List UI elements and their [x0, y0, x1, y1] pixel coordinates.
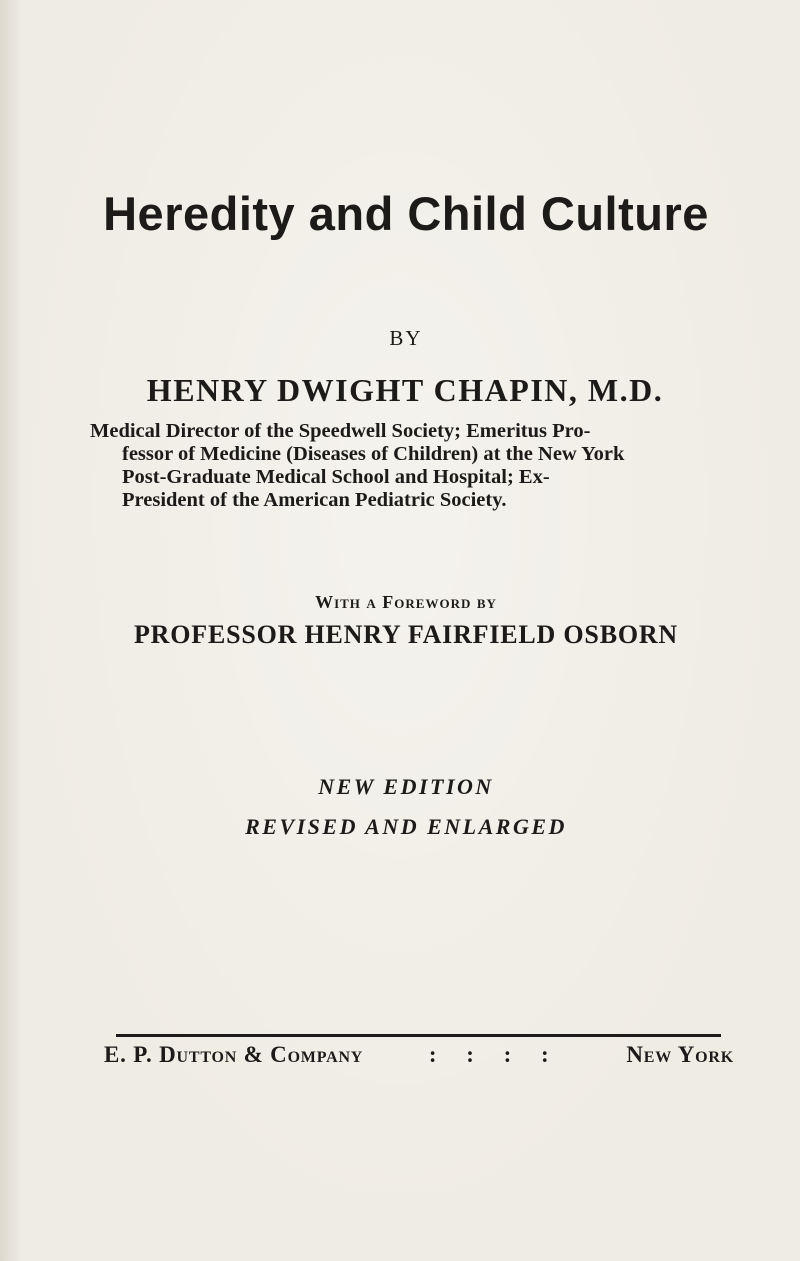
imprint-separator: : : : :	[428, 1042, 561, 1067]
imprint-rule	[116, 1034, 721, 1037]
credentials-line: fessor of Medicine (Diseases of Children) at the New York	[122, 443, 625, 465]
edition-line: NEW EDITION	[318, 774, 494, 799]
publisher-name: E. P. Dutton & Company	[104, 1042, 364, 1067]
credentials-line: President of the American Pediatric Society.	[122, 489, 507, 511]
imprint	[104, 1042, 734, 1068]
author-name: HENRY DWIGHT CHAPIN, M.D.	[146, 372, 664, 408]
author-credentials	[90, 420, 740, 512]
by-label: BY	[389, 326, 423, 350]
edition-line: REVISED AND ENLARGED	[245, 814, 567, 839]
publisher-city: New York	[626, 1042, 734, 1067]
credentials-line: Medical Director of the Speedwell Society; Emeritus Pro-	[90, 420, 591, 442]
foreword-label: With a Foreword by	[315, 592, 497, 612]
book-title: Heredity and Child Culture	[103, 187, 709, 240]
foreword-author: PROFESSOR HENRY FAIRFIELD OSBORN	[133, 620, 679, 649]
edition-note	[0, 767, 800, 847]
credentials-line: Post-Graduate Medical School and Hospital; Ex-	[122, 466, 550, 488]
